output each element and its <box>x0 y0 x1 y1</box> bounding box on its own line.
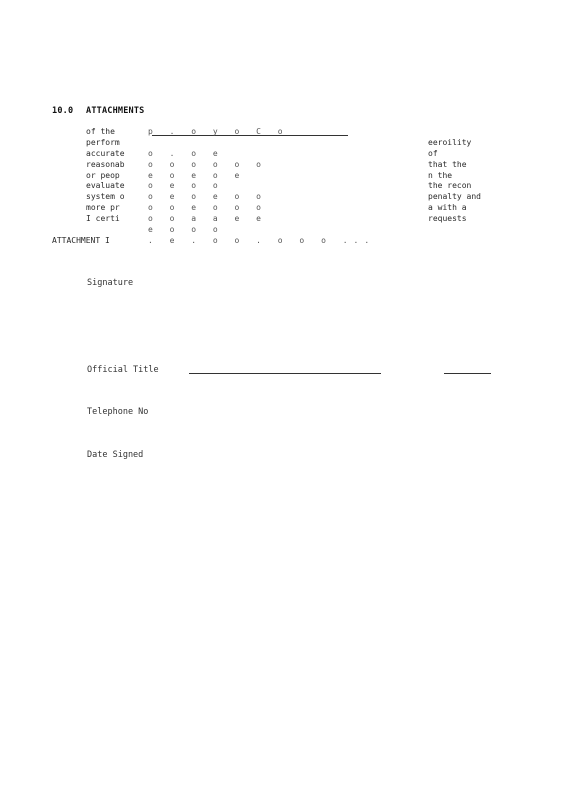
date-line[interactable] <box>444 373 491 374</box>
paragraph-line: system o o e o e o o penalty and <box>86 192 481 202</box>
section-number: 10.0 <box>52 106 74 116</box>
section-heading <box>52 106 145 116</box>
paragraph-line: more pr o o e o o o a with a <box>86 203 467 213</box>
official-title-line[interactable] <box>189 373 381 374</box>
official-title-label: Official Title <box>87 365 159 375</box>
paragraph-line: I certi o o a a e e requests <box>86 214 467 224</box>
signature-label: Signature <box>87 278 134 288</box>
section-title: ATTACHMENTS <box>86 106 145 116</box>
paragraph-line: or peop e o e o e n the <box>86 170 453 180</box>
paragraph-line: accurate o . o e of <box>86 148 438 158</box>
date-signed-label: Date Signed <box>87 450 144 460</box>
paragraph-line: perform eeroility <box>86 137 472 147</box>
paragraph-line: e o o o <box>148 225 224 235</box>
certification-paragraph <box>52 127 496 247</box>
telephone-label: Telephone No <box>87 407 149 417</box>
attachment-line: ATTACHMENT I . e . o o . o o o ... <box>52 235 376 245</box>
paragraph-line: reasonab o o o o o o that the <box>86 159 467 169</box>
paragraph-line: of the p . o y o C o <box>86 127 289 136</box>
paragraph-line: evaluate o e o o the recon <box>86 181 472 191</box>
